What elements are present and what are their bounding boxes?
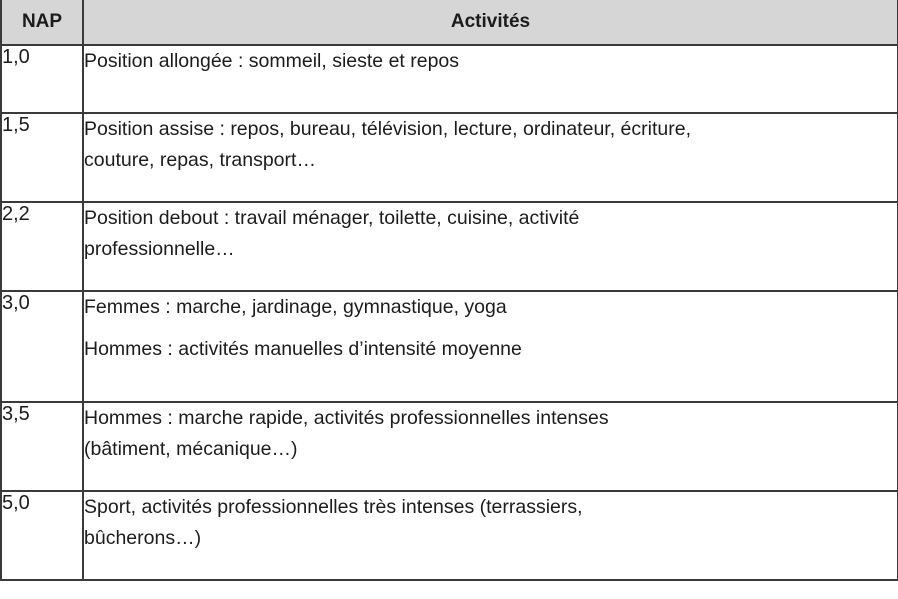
activity-text: Hommes : marche rapide, activités professionnelles intenses: [84, 407, 609, 429]
activity-text: Sport, activités professionnelles très intenses (terrassiers,: [84, 496, 583, 518]
nap-value: 3,5: [1, 402, 83, 491]
activity-text: Position debout : travail ménager, toilette, cuisine, activité: [84, 207, 580, 229]
table-row: [1, 291, 898, 402]
activity-text: Position allongée : sommeil, sieste et repos: [84, 50, 460, 72]
table-row: [1, 402, 898, 491]
table-row: [1, 113, 898, 202]
header-nap: NAP: [1, 0, 83, 45]
nap-value: 5,0: [1, 491, 83, 580]
activity-cell: [83, 402, 898, 491]
activity-text: bûcherons…): [84, 527, 202, 549]
header-activities: Activités: [83, 0, 898, 45]
nap-value: 1,0: [1, 45, 83, 113]
activity-text: couture, repas, transport…: [84, 149, 316, 171]
table-row: [1, 202, 898, 291]
activity-cell: [83, 291, 898, 402]
table-header-row: [1, 0, 898, 45]
activity-text: Position assise : repos, bureau, télévision, lecture, ordinateur, écriture,: [84, 118, 691, 140]
activity-cell: [83, 113, 898, 202]
activity-text: Femmes : marche, jardinage, gymnastique, yoga: [84, 296, 507, 318]
activity-text: professionnelle…: [84, 238, 235, 260]
table-row: [1, 45, 898, 113]
activity-cell: [83, 45, 898, 113]
nap-value: 1,5: [1, 113, 83, 202]
activity-cell: [83, 491, 898, 580]
nap-value: 3,0: [1, 291, 83, 402]
nap-value: 2,2: [1, 202, 83, 291]
activity-text: (bâtiment, mécanique…): [84, 438, 298, 460]
activity-cell: [83, 202, 898, 291]
table-row: [1, 491, 898, 580]
activity-text: Hommes : activités manuelles d’intensité moyenne: [84, 338, 522, 360]
